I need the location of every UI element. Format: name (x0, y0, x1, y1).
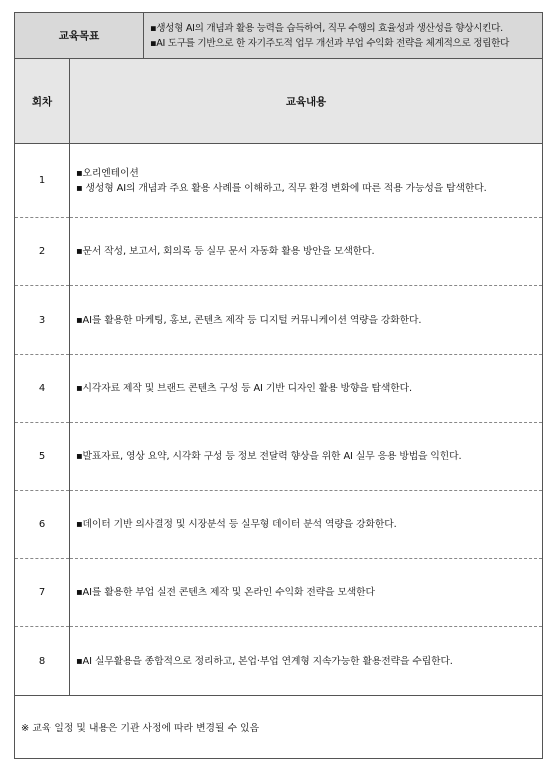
table-row (15, 144, 543, 218)
session-line: ▪발표자료, 영상 요약, 시각화 구성 등 정보 전달력 향상을 위한 AI 실무 응용 방법을 익힌다. (76, 451, 462, 462)
education-goal-table (14, 12, 543, 59)
session-line: ▪시각자료 제작 및 브랜드 콘텐츠 구성 등 AI 기반 디자인 활용 방향을 탐색한다. (76, 383, 413, 394)
session-no: 6 (15, 491, 70, 559)
note-row (15, 696, 543, 759)
session-line: ▪데이터 기반 의사결정 및 시장분석 등 실무형 데이터 분석 역량을 강화한다. (76, 519, 397, 530)
table-row (15, 355, 543, 423)
session-line: ▪AI를 활용한 부업 실전 콘텐츠 제작 및 온라인 수익화 전략을 모색한다 (76, 587, 375, 598)
session-content (70, 218, 543, 286)
session-no: 8 (15, 627, 70, 696)
session-line: ▪오리엔테이션 (76, 167, 139, 179)
table-row (15, 423, 543, 491)
session-no: 7 (15, 559, 70, 627)
table-row (15, 491, 543, 559)
goal-content (144, 13, 543, 59)
session-content (70, 286, 543, 355)
session-content (70, 559, 543, 627)
curriculum-table (14, 59, 543, 759)
goal-line-1: ▪생성형 AI의 개념과 활용 능력을 습득하여, 직무 수행의 효율성과 생산성을 향상시킨다. (150, 22, 503, 34)
session-no: 2 (15, 218, 70, 286)
table-row (15, 218, 543, 286)
session-content (70, 144, 543, 218)
session-no: 1 (15, 144, 70, 218)
session-content (70, 627, 543, 696)
header-session-no: 회차 (15, 59, 70, 144)
session-no: 3 (15, 286, 70, 355)
session-content (70, 355, 543, 423)
goal-label: 교육목표 (15, 13, 144, 59)
session-line: ▪AI를 활용한 마케팅, 홍보, 콘텐츠 제작 등 디지털 커뮤니케이션 역량을 강화한다. (76, 314, 422, 326)
table-row (15, 627, 543, 696)
session-no: 5 (15, 423, 70, 491)
session-no: 4 (15, 355, 70, 423)
session-line: ▪AI 실무활용을 종합적으로 정리하고, 본업·부업 연계형 지속가능한 활용전략을 수립한다. (76, 655, 453, 667)
goal-line-2: ▪AI 도구를 기반으로 한 자기주도적 업무 개선과 부업 수익화 전략을 체계적으로 정립한다 (150, 37, 510, 49)
header-content: 교육내용 (70, 59, 543, 144)
session-content (70, 491, 543, 559)
session-line: ▪ 생성형 AI의 개념과 주요 활용 사례를 이해하고, 직무 환경 변화에 따른 적용 가능성을 탐색한다. (76, 182, 487, 194)
schedule-note: ※ 교육 일정 및 내용은 기관 사정에 따라 변경될 수 있음 (15, 696, 543, 759)
session-content (70, 423, 543, 491)
table-row (15, 559, 543, 627)
table-row (15, 286, 543, 355)
table-header-row (15, 59, 543, 144)
session-line: ▪문서 작성, 보고서, 회의록 등 실무 문서 자동화 활용 방안을 모색한다. (76, 246, 375, 257)
